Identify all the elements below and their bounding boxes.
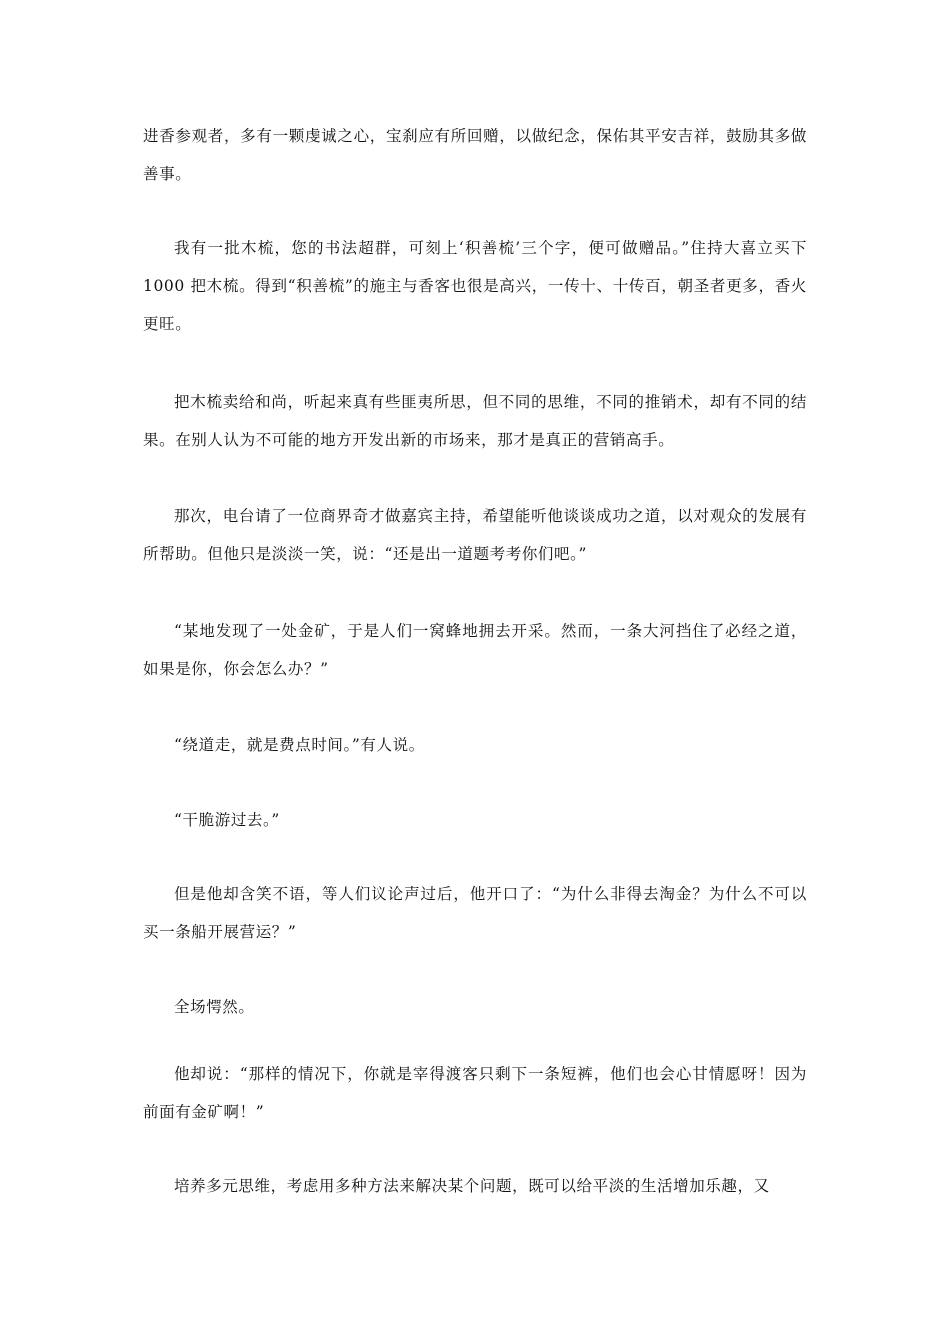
paragraph: 全场愕然。: [174, 998, 255, 1016]
paragraph: 但是他却含笑不语，等人们议论声过后，他开口了：“为什么非得去淘金？为什么不可以买一条船开展营运？”: [143, 885, 807, 941]
paragraph: “绕道走，就是费点时间。”有人说。: [174, 736, 425, 754]
paragraph: 培养多元思维，考虑用多种方法来解决某个问题，既可以给平淡的生活增加乐趣，又: [174, 1177, 770, 1195]
paragraph: “干脆游过去。”: [174, 811, 280, 829]
paragraph: 那次，电台请了一位商界奇才做嘉宾主持，希望能听他谈谈成功之道，以对观众的发展有所帮助。但他只是淡淡一笑，说：“还是出一道题考考你们吧。”: [143, 507, 807, 563]
paragraph: 进香参观者，多有一颗虔诚之心，宝刹应有所回赠，以做纪念，保佑其平安吉祥，鼓励其多做善事。: [143, 127, 807, 183]
paragraph: 把木梳卖给和尚，听起来真有些匪夷所思，但不同的思维，不同的推销术，却有不同的结果。在别人认为不可能的地方开发出新的市场来，那才是真正的营销高手。: [143, 393, 807, 449]
paragraph: 我有一批木梳，您的书法超群，可刻上‘积善梳’三个字，便可做赠品。”住持大喜立买下 1000 把木梳。得到“积善梳”的施主与香客也很是高兴，一传十、十传百，朝圣者更多，香火更旺。: [143, 239, 807, 333]
paragraph: “某地发现了一处金矿，于是人们一窝蜂地拥去开采。然而，一条大河挡住了必经之道，如果是你，你会怎么办？”: [143, 622, 807, 678]
paragraph: 他却说：“那样的情况下，你就是宰得渡客只剩下一条短裤，他们也会心甘情愿呀！因为前面有金矿啊！”: [143, 1065, 807, 1121]
